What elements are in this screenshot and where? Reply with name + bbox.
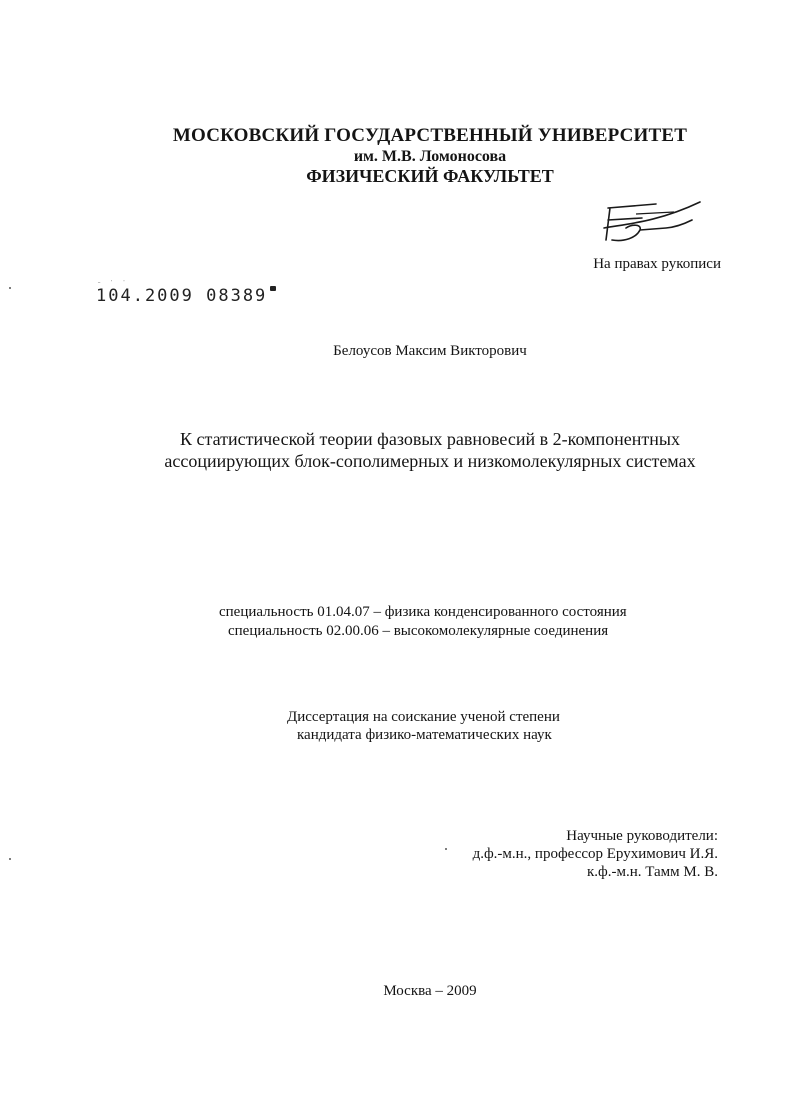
scan-speck [9, 858, 11, 860]
author-name: Белоусов Максим Викторович [333, 343, 527, 359]
faculty-name: ФИЗИЧЕСКИЙ ФАКУЛЬТЕТ [306, 166, 554, 186]
specialty-line: специальность 02.00.06 – высокомолекулярные соединения [228, 623, 609, 639]
manuscript-rights: На правах рукописи [593, 256, 721, 272]
title-line: К статистической теории фазовых равновесий в 2-компонентных [180, 429, 680, 449]
supervisor-line: к.ф.-м.н. Тамм М. В. [586, 864, 718, 880]
stamp-top-marks: ⁻ ˙ ˙ [97, 280, 129, 288]
degree-line: Диссертация на соискание ученой степени [287, 709, 560, 725]
title-line: ассоциирующих блок-сополимерных и низкомолекулярных системах [164, 451, 696, 471]
dissertation-title [120, 428, 740, 472]
scan-speck [9, 287, 11, 289]
city-year: Москва – 2009 [383, 983, 477, 999]
specialty-line: специальность 01.04.07 – физика конденсированного состояния [219, 604, 627, 620]
university-name: МОСКОВСКИЙ ГОСУДАРСТВЕННЫЙ УНИВЕРСИТЕТ [172, 125, 688, 146]
handwritten-signature [596, 194, 706, 248]
degree-line: кандидата физико-математических наук [297, 727, 552, 743]
stamp-number: 104.2009 08389 [96, 286, 268, 306]
supervisors-heading: Научные руководители: [566, 828, 718, 844]
scan-speck [445, 848, 447, 850]
stamp-mark [270, 286, 276, 291]
supervisor-line: д.ф.-м.н., профессор Ерухимович И.Я. [472, 846, 718, 862]
registration-stamp [96, 286, 276, 306]
university-named-after: им. М.В. Ломоносова [353, 148, 507, 165]
